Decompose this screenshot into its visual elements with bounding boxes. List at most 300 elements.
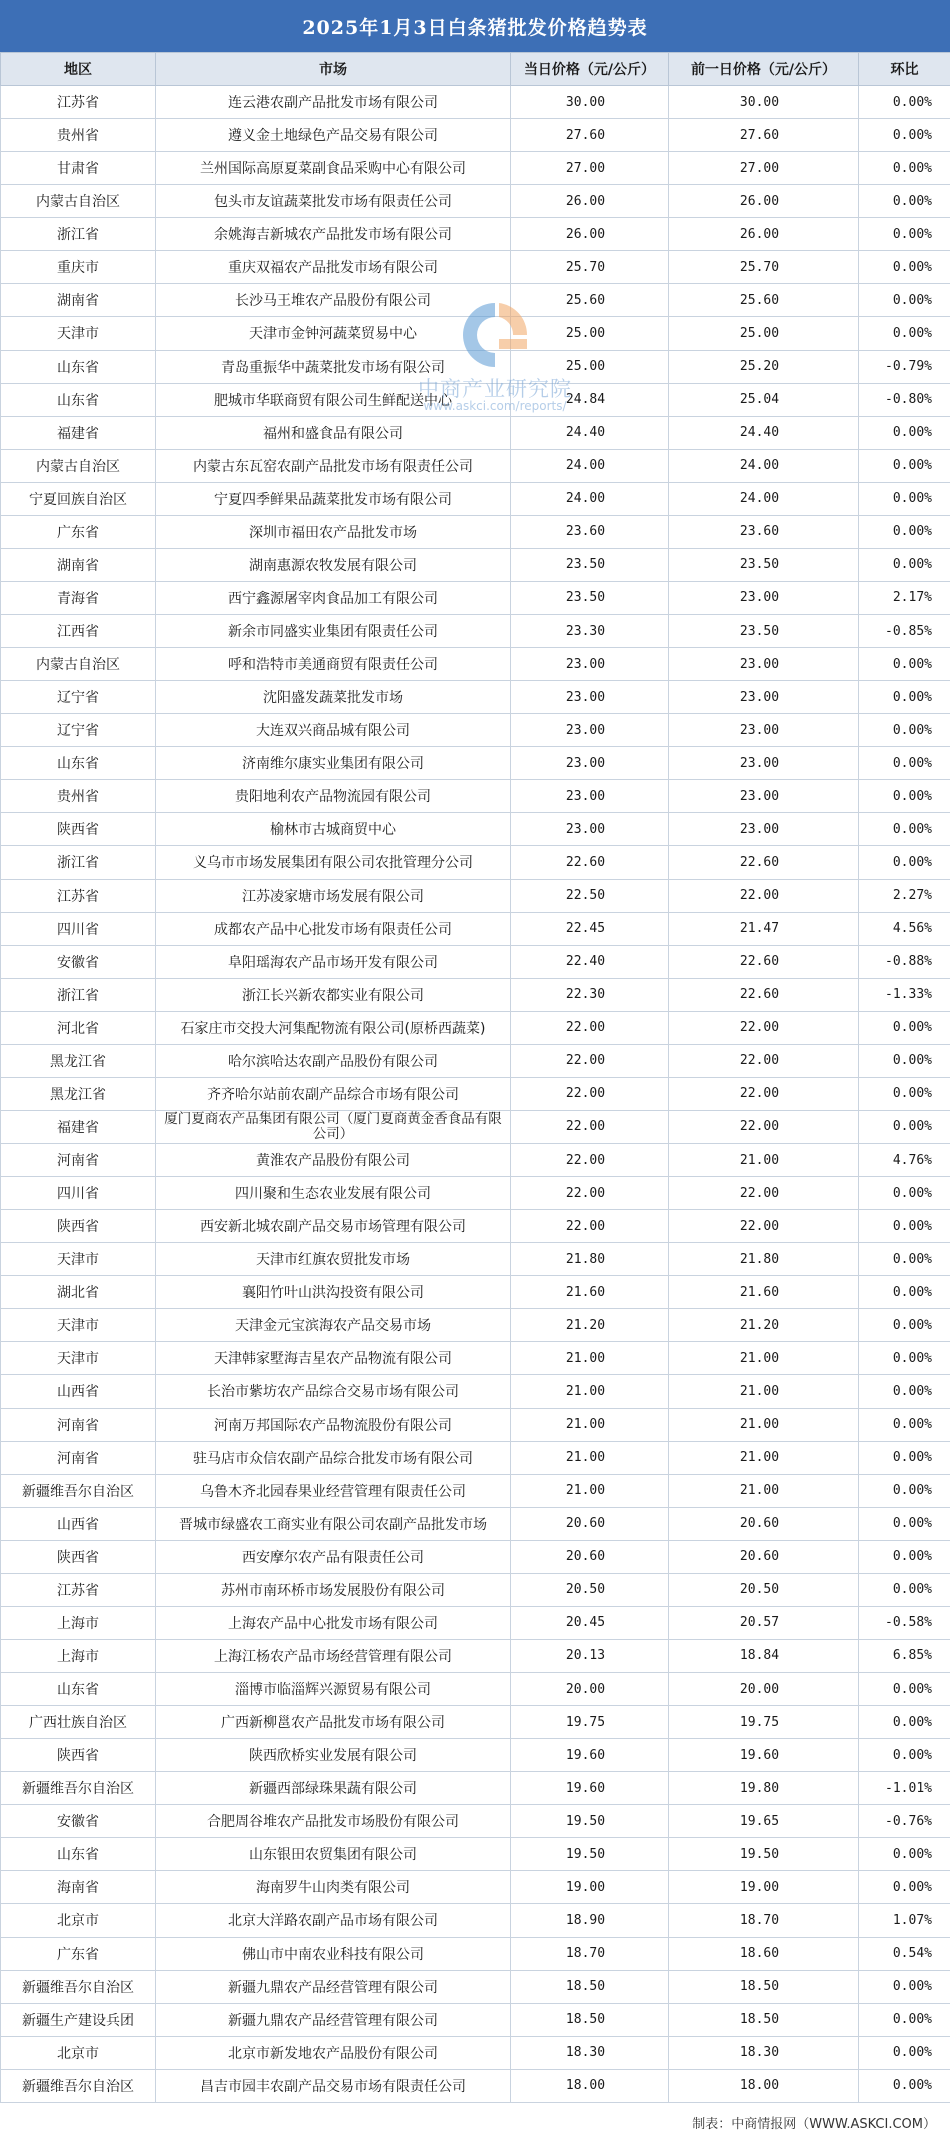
cell-today-price: 21.00 — [511, 1375, 669, 1408]
cell-market: 榆林市古城商贸中心 — [156, 813, 511, 846]
cell-region: 湖北省 — [1, 1276, 156, 1309]
cell-region: 上海市 — [1, 1606, 156, 1639]
cell-today-price: 24.40 — [511, 416, 669, 449]
cell-previous-price: 24.40 — [669, 416, 859, 449]
cell-market: 大连双兴商品城有限公司 — [156, 714, 511, 747]
cell-region: 天津市 — [1, 1243, 156, 1276]
table-row — [1, 1309, 950, 1342]
cell-region: 内蒙古自治区 — [1, 648, 156, 681]
cell-region: 天津市 — [1, 1309, 156, 1342]
cell-change: 0.00% — [859, 1177, 950, 1210]
cell-market: 河南万邦国际农产品物流股份有限公司 — [156, 1408, 511, 1441]
cell-today-price: 21.00 — [511, 1474, 669, 1507]
cell-today-price: 23.00 — [511, 714, 669, 747]
table-row — [1, 350, 950, 383]
cell-previous-price: 19.50 — [669, 1838, 859, 1871]
cell-change: 0.00% — [859, 152, 950, 185]
cell-market: 山东银田农贸集团有限公司 — [156, 1838, 511, 1871]
cell-previous-price: 27.00 — [669, 152, 859, 185]
table-row — [1, 119, 950, 152]
cell-market: 江苏凌家塘市场发展有限公司 — [156, 879, 511, 912]
cell-region: 湖南省 — [1, 284, 156, 317]
cell-market: 内蒙古东瓦窑农副产品批发市场有限责任公司 — [156, 449, 511, 482]
table-row — [1, 1739, 950, 1772]
cell-market: 深圳市福田农产品批发市场 — [156, 515, 511, 548]
cell-region: 山东省 — [1, 1673, 156, 1706]
table-row — [1, 1904, 950, 1937]
cell-change: 0.00% — [859, 1838, 950, 1871]
table-row — [1, 1342, 950, 1375]
table-row — [1, 1011, 950, 1044]
cell-previous-price: 23.50 — [669, 615, 859, 648]
cell-previous-price: 22.60 — [669, 978, 859, 1011]
cell-change: 0.00% — [859, 2036, 950, 2069]
cell-previous-price: 20.50 — [669, 1573, 859, 1606]
cell-today-price: 23.60 — [511, 515, 669, 548]
table-row — [1, 1805, 950, 1838]
cell-market: 包头市友谊蔬菜批发市场有限责任公司 — [156, 185, 511, 218]
table-row — [1, 1210, 950, 1243]
cell-change: 0.00% — [859, 1375, 950, 1408]
cell-market: 新疆九鼎农产品经营管理有限公司 — [156, 2003, 511, 2036]
cell-previous-price: 25.20 — [669, 350, 859, 383]
cell-today-price: 23.30 — [511, 615, 669, 648]
cell-change: 4.76% — [859, 1144, 950, 1177]
cell-market: 合肥周谷堆农产品批发市场股份有限公司 — [156, 1805, 511, 1838]
cell-today-price: 23.50 — [511, 548, 669, 581]
cell-change: 0.00% — [859, 284, 950, 317]
cell-region: 新疆维吾尔自治区 — [1, 1970, 156, 2003]
cell-previous-price: 19.80 — [669, 1772, 859, 1805]
cell-previous-price: 23.00 — [669, 747, 859, 780]
cell-region: 江苏省 — [1, 1573, 156, 1606]
cell-previous-price: 23.00 — [669, 813, 859, 846]
cell-market: 连云港农副产品批发市场有限公司 — [156, 86, 511, 119]
cell-market: 贵阳地利农产品物流园有限公司 — [156, 780, 511, 813]
table-row — [1, 912, 950, 945]
cell-region: 内蒙古自治区 — [1, 449, 156, 482]
cell-previous-price: 26.00 — [669, 218, 859, 251]
cell-market: 驻马店市众信农副产品综合批发市场有限公司 — [156, 1441, 511, 1474]
cell-market: 长沙马王堆农产品股份有限公司 — [156, 284, 511, 317]
cell-previous-price: 23.00 — [669, 681, 859, 714]
cell-region: 北京市 — [1, 2036, 156, 2069]
cell-market: 义乌市市场发展集团有限公司农批管理分公司 — [156, 846, 511, 879]
table-row — [1, 185, 950, 218]
cell-today-price: 22.40 — [511, 945, 669, 978]
cell-previous-price: 19.75 — [669, 1706, 859, 1739]
cell-previous-price: 21.00 — [669, 1375, 859, 1408]
cell-today-price: 23.00 — [511, 747, 669, 780]
cell-today-price: 21.80 — [511, 1243, 669, 1276]
cell-region: 山西省 — [1, 1507, 156, 1540]
cell-today-price: 24.84 — [511, 383, 669, 416]
cell-change: 1.07% — [859, 1904, 950, 1937]
cell-market: 重庆双福农产品批发市场有限公司 — [156, 251, 511, 284]
cell-region: 贵州省 — [1, 119, 156, 152]
cell-change: 0.00% — [859, 416, 950, 449]
cell-change: 0.00% — [859, 1871, 950, 1904]
table-row — [1, 681, 950, 714]
watermark-url: www.askci.com/reports/ — [423, 399, 567, 413]
cell-region: 辽宁省 — [1, 681, 156, 714]
cell-today-price: 21.00 — [511, 1408, 669, 1441]
cell-region: 江西省 — [1, 615, 156, 648]
cell-region: 陕西省 — [1, 813, 156, 846]
cell-previous-price: 23.00 — [669, 714, 859, 747]
cell-region: 陕西省 — [1, 1739, 156, 1772]
cell-market: 宁夏四季鲜果品蔬菜批发市场有限公司 — [156, 482, 511, 515]
cell-today-price: 19.60 — [511, 1739, 669, 1772]
table-row — [1, 1144, 950, 1177]
cell-market: 乌鲁木齐北园春果业经营管理有限责任公司 — [156, 1474, 511, 1507]
cell-change: 0.00% — [859, 1706, 950, 1739]
cell-change: -0.88% — [859, 945, 950, 978]
cell-region: 浙江省 — [1, 218, 156, 251]
cell-change: 0.00% — [859, 1243, 950, 1276]
cell-previous-price: 20.60 — [669, 1507, 859, 1540]
cell-change: 0.00% — [859, 1507, 950, 1540]
cell-region: 青海省 — [1, 581, 156, 614]
cell-previous-price: 21.80 — [669, 1243, 859, 1276]
cell-market: 北京大洋路农副产品市场有限公司 — [156, 1904, 511, 1937]
cell-market: 海南罗牛山肉类有限公司 — [156, 1871, 511, 1904]
cell-change: -0.79% — [859, 350, 950, 383]
cell-region: 广东省 — [1, 515, 156, 548]
table-row — [1, 1243, 950, 1276]
cell-today-price: 20.60 — [511, 1540, 669, 1573]
cell-market: 淄博市临淄辉兴源贸易有限公司 — [156, 1673, 511, 1706]
cell-region: 甘肃省 — [1, 152, 156, 185]
cell-change: -0.58% — [859, 1606, 950, 1639]
cell-region: 浙江省 — [1, 978, 156, 1011]
cell-change: 0.00% — [859, 1011, 950, 1044]
cell-previous-price: 18.50 — [669, 1970, 859, 2003]
cell-previous-price: 22.00 — [669, 1110, 859, 1143]
cell-change: -0.76% — [859, 1805, 950, 1838]
cell-region: 湖南省 — [1, 548, 156, 581]
cell-today-price: 21.00 — [511, 1441, 669, 1474]
table-row — [1, 1706, 950, 1739]
cell-today-price: 25.60 — [511, 284, 669, 317]
table-row — [1, 548, 950, 581]
cell-previous-price: 23.00 — [669, 648, 859, 681]
table-row — [1, 1110, 950, 1143]
cell-change: 0.00% — [859, 218, 950, 251]
cell-today-price: 22.30 — [511, 978, 669, 1011]
cell-previous-price: 21.00 — [669, 1342, 859, 1375]
cell-today-price: 20.13 — [511, 1639, 669, 1672]
table-row — [1, 1507, 950, 1540]
cell-region: 江苏省 — [1, 86, 156, 119]
cell-market: 呼和浩特市美通商贸有限责任公司 — [156, 648, 511, 681]
cell-change: 6.85% — [859, 1639, 950, 1672]
cell-market: 四川聚和生态农业发展有限公司 — [156, 1177, 511, 1210]
cell-previous-price: 23.00 — [669, 581, 859, 614]
cell-change: 0.00% — [859, 251, 950, 284]
cell-region: 河北省 — [1, 1011, 156, 1044]
cell-previous-price: 19.00 — [669, 1871, 859, 1904]
cell-previous-price: 18.70 — [669, 1904, 859, 1937]
table-row — [1, 1673, 950, 1706]
cell-today-price: 27.00 — [511, 152, 669, 185]
cell-market: 广西新柳邕农产品批发市场有限公司 — [156, 1706, 511, 1739]
cell-previous-price: 25.60 — [669, 284, 859, 317]
cell-market: 石家庄市交投大河集配物流有限公司(原桥西蔬菜) — [156, 1011, 511, 1044]
cell-market: 上海农产品中心批发市场有限公司 — [156, 1606, 511, 1639]
cell-change: 0.00% — [859, 1474, 950, 1507]
cell-previous-price: 21.20 — [669, 1309, 859, 1342]
cell-change: -1.01% — [859, 1772, 950, 1805]
cell-previous-price: 22.60 — [669, 846, 859, 879]
cell-region: 天津市 — [1, 1342, 156, 1375]
cell-change: 0.00% — [859, 681, 950, 714]
cell-region: 河南省 — [1, 1441, 156, 1474]
table-row — [1, 449, 950, 482]
cell-today-price: 22.00 — [511, 1011, 669, 1044]
cell-region: 新疆维吾尔自治区 — [1, 1474, 156, 1507]
footer-source: 制表：中商情报网（WWW.ASKCI.COM） — [692, 2116, 936, 2132]
cell-market: 襄阳竹叶山洪沟投资有限公司 — [156, 1276, 511, 1309]
table-row — [1, 1573, 950, 1606]
cell-change: 0.00% — [859, 1970, 950, 2003]
cell-region: 重庆市 — [1, 251, 156, 284]
cell-change: 0.00% — [859, 846, 950, 879]
cell-previous-price: 19.65 — [669, 1805, 859, 1838]
table-row — [1, 515, 950, 548]
cell-previous-price: 18.50 — [669, 2003, 859, 2036]
cell-region: 山西省 — [1, 1375, 156, 1408]
cell-region: 山东省 — [1, 747, 156, 780]
cell-market: 上海江杨农产品市场经营管理有限公司 — [156, 1639, 511, 1672]
cell-today-price: 30.00 — [511, 86, 669, 119]
cell-region: 山东省 — [1, 350, 156, 383]
cell-previous-price: 23.50 — [669, 548, 859, 581]
table-row — [1, 1441, 950, 1474]
cell-today-price: 21.20 — [511, 1309, 669, 1342]
cell-today-price: 22.60 — [511, 846, 669, 879]
cell-today-price: 18.50 — [511, 1970, 669, 2003]
table-row — [1, 1937, 950, 1970]
cell-today-price: 22.00 — [511, 1177, 669, 1210]
cell-change: 0.00% — [859, 1309, 950, 1342]
cell-market: 佛山市中南农业科技有限公司 — [156, 1937, 511, 1970]
cell-today-price: 20.60 — [511, 1507, 669, 1540]
cell-change: 0.00% — [859, 1276, 950, 1309]
cell-region: 四川省 — [1, 1177, 156, 1210]
cell-market: 湖南惠源农牧发展有限公司 — [156, 548, 511, 581]
table-row — [1, 383, 950, 416]
cell-market: 西宁鑫源屠宰肉食品加工有限公司 — [156, 581, 511, 614]
cell-previous-price: 20.57 — [669, 1606, 859, 1639]
cell-previous-price: 18.60 — [669, 1937, 859, 1970]
cell-today-price: 25.00 — [511, 317, 669, 350]
table-row — [1, 846, 950, 879]
cell-previous-price: 20.60 — [669, 1540, 859, 1573]
cell-previous-price: 20.00 — [669, 1673, 859, 1706]
table-row — [1, 1177, 950, 1210]
table-row — [1, 218, 950, 251]
cell-previous-price: 21.47 — [669, 912, 859, 945]
cell-market: 济南维尔康实业集团有限公司 — [156, 747, 511, 780]
cell-change: 0.00% — [859, 1342, 950, 1375]
cell-market: 西安新北城农副产品交易市场管理有限公司 — [156, 1210, 511, 1243]
cell-today-price: 22.00 — [511, 1144, 669, 1177]
cell-today-price: 20.00 — [511, 1673, 669, 1706]
cell-change: 0.00% — [859, 86, 950, 119]
cell-change: 0.00% — [859, 515, 950, 548]
cell-previous-price: 18.30 — [669, 2036, 859, 2069]
cell-market: 晋城市绿盛农工商实业有限公司农副产品批发市场 — [156, 1507, 511, 1540]
cell-market: 天津金元宝滨海农产品交易市场 — [156, 1309, 511, 1342]
cell-today-price: 20.45 — [511, 1606, 669, 1639]
cell-previous-price: 21.00 — [669, 1408, 859, 1441]
cell-region: 宁夏回族自治区 — [1, 482, 156, 515]
table-row — [1, 86, 950, 119]
cell-previous-price: 19.60 — [669, 1739, 859, 1772]
cell-change: 0.00% — [859, 1110, 950, 1143]
cell-change: 0.00% — [859, 1739, 950, 1772]
cell-previous-price: 30.00 — [669, 86, 859, 119]
cell-previous-price: 21.00 — [669, 1474, 859, 1507]
cell-previous-price: 18.84 — [669, 1639, 859, 1672]
watermark-brand: 中商产业研究院 — [418, 377, 572, 401]
cell-previous-price: 24.00 — [669, 449, 859, 482]
table-row — [1, 2069, 950, 2102]
cell-region: 安徽省 — [1, 1805, 156, 1838]
cell-region: 贵州省 — [1, 780, 156, 813]
cell-today-price: 19.50 — [511, 1838, 669, 1871]
table-row — [1, 780, 950, 813]
table-row — [1, 1772, 950, 1805]
cell-market: 哈尔滨哈达农副产品股份有限公司 — [156, 1044, 511, 1077]
table-header-row — [1, 53, 950, 86]
table-row — [1, 714, 950, 747]
cell-change: 4.56% — [859, 912, 950, 945]
price-table — [0, 52, 950, 2103]
cell-market: 天津市金钟河蔬菜贸易中心 — [156, 317, 511, 350]
table-row — [1, 1474, 950, 1507]
table-row — [1, 813, 950, 846]
cell-today-price: 21.60 — [511, 1276, 669, 1309]
cell-today-price: 23.50 — [511, 581, 669, 614]
table-row — [1, 251, 950, 284]
cell-market: 成都农产品中心批发市场有限责任公司 — [156, 912, 511, 945]
cell-change: 0.00% — [859, 648, 950, 681]
cell-change: 0.00% — [859, 548, 950, 581]
cell-market: 新疆九鼎农产品经营管理有限公司 — [156, 1970, 511, 2003]
cell-region: 广东省 — [1, 1937, 156, 1970]
cell-today-price: 22.00 — [511, 1044, 669, 1077]
cell-today-price: 18.50 — [511, 2003, 669, 2036]
cell-region: 北京市 — [1, 1904, 156, 1937]
cell-change: 0.00% — [859, 714, 950, 747]
cell-previous-price: 25.04 — [669, 383, 859, 416]
cell-market: 阜阳瑶海农产品市场开发有限公司 — [156, 945, 511, 978]
cell-previous-price: 22.00 — [669, 1044, 859, 1077]
cell-previous-price: 22.00 — [669, 879, 859, 912]
cell-previous-price: 23.00 — [669, 780, 859, 813]
cell-today-price: 19.00 — [511, 1871, 669, 1904]
cell-market: 福州和盛食品有限公司 — [156, 416, 511, 449]
column-header-today-price: 当日价格（元/公斤） — [511, 53, 669, 86]
table-row — [1, 1970, 950, 2003]
cell-today-price: 18.70 — [511, 1937, 669, 1970]
cell-change: 0.00% — [859, 1077, 950, 1110]
cell-region: 黑龙江省 — [1, 1044, 156, 1077]
cell-previous-price: 21.00 — [669, 1441, 859, 1474]
table-title: 2025年1月3日白条猪批发价格趋势表 — [0, 0, 950, 52]
cell-change: 0.00% — [859, 2069, 950, 2102]
table-row — [1, 945, 950, 978]
table-row — [1, 416, 950, 449]
cell-today-price: 26.00 — [511, 185, 669, 218]
cell-market: 陕西欣桥实业发展有限公司 — [156, 1739, 511, 1772]
table-row — [1, 747, 950, 780]
cell-change: 0.00% — [859, 2003, 950, 2036]
cell-market: 肥城市华联商贸有限公司生鲜配送中心 — [156, 383, 511, 416]
cell-change: 0.00% — [859, 1673, 950, 1706]
cell-region: 福建省 — [1, 416, 156, 449]
cell-today-price: 26.00 — [511, 218, 669, 251]
cell-change: -0.80% — [859, 383, 950, 416]
cell-market: 沈阳盛发蔬菜批发市场 — [156, 681, 511, 714]
cell-change: 0.00% — [859, 317, 950, 350]
cell-change: 0.00% — [859, 1044, 950, 1077]
cell-market: 兰州国际高原夏菜副食品采购中心有限公司 — [156, 152, 511, 185]
cell-today-price: 23.00 — [511, 813, 669, 846]
cell-change: 0.00% — [859, 1573, 950, 1606]
cell-market: 昌吉市园丰农副产品交易市场有限责任公司 — [156, 2069, 511, 2102]
cell-region: 陕西省 — [1, 1540, 156, 1573]
cell-change: 0.00% — [859, 1441, 950, 1474]
cell-market: 苏州市南环桥市场发展股份有限公司 — [156, 1573, 511, 1606]
cell-change: 0.00% — [859, 1540, 950, 1573]
cell-change: 0.00% — [859, 119, 950, 152]
cell-region: 新疆生产建设兵团 — [1, 2003, 156, 2036]
table-row — [1, 978, 950, 1011]
table-row — [1, 2036, 950, 2069]
cell-region: 陕西省 — [1, 1210, 156, 1243]
column-header-market: 市场 — [156, 53, 511, 86]
cell-region: 河南省 — [1, 1408, 156, 1441]
cell-today-price: 22.00 — [511, 1077, 669, 1110]
cell-previous-price: 22.60 — [669, 945, 859, 978]
cell-today-price: 23.00 — [511, 648, 669, 681]
table-row — [1, 2003, 950, 2036]
table-row — [1, 1375, 950, 1408]
cell-today-price: 19.75 — [511, 1706, 669, 1739]
table-row — [1, 317, 950, 350]
cell-market: 黄淮农产品股份有限公司 — [156, 1144, 511, 1177]
cell-market: 齐齐哈尔站前农副产品综合市场有限公司 — [156, 1077, 511, 1110]
cell-region: 新疆维吾尔自治区 — [1, 1772, 156, 1805]
table-row — [1, 1838, 950, 1871]
cell-market: 青岛重振华中蔬菜批发市场有限公司 — [156, 350, 511, 383]
cell-region: 新疆维吾尔自治区 — [1, 2069, 156, 2102]
cell-today-price: 21.00 — [511, 1342, 669, 1375]
cell-today-price: 25.00 — [511, 350, 669, 383]
table-row — [1, 615, 950, 648]
cell-market: 遵义金土地绿色产品交易有限公司 — [156, 119, 511, 152]
table-row — [1, 581, 950, 614]
cell-previous-price: 25.70 — [669, 251, 859, 284]
cell-change: 0.00% — [859, 1408, 950, 1441]
cell-today-price: 27.60 — [511, 119, 669, 152]
cell-region: 山东省 — [1, 383, 156, 416]
cell-market: 新疆西部绿珠果蔬有限公司 — [156, 1772, 511, 1805]
cell-change: -0.85% — [859, 615, 950, 648]
